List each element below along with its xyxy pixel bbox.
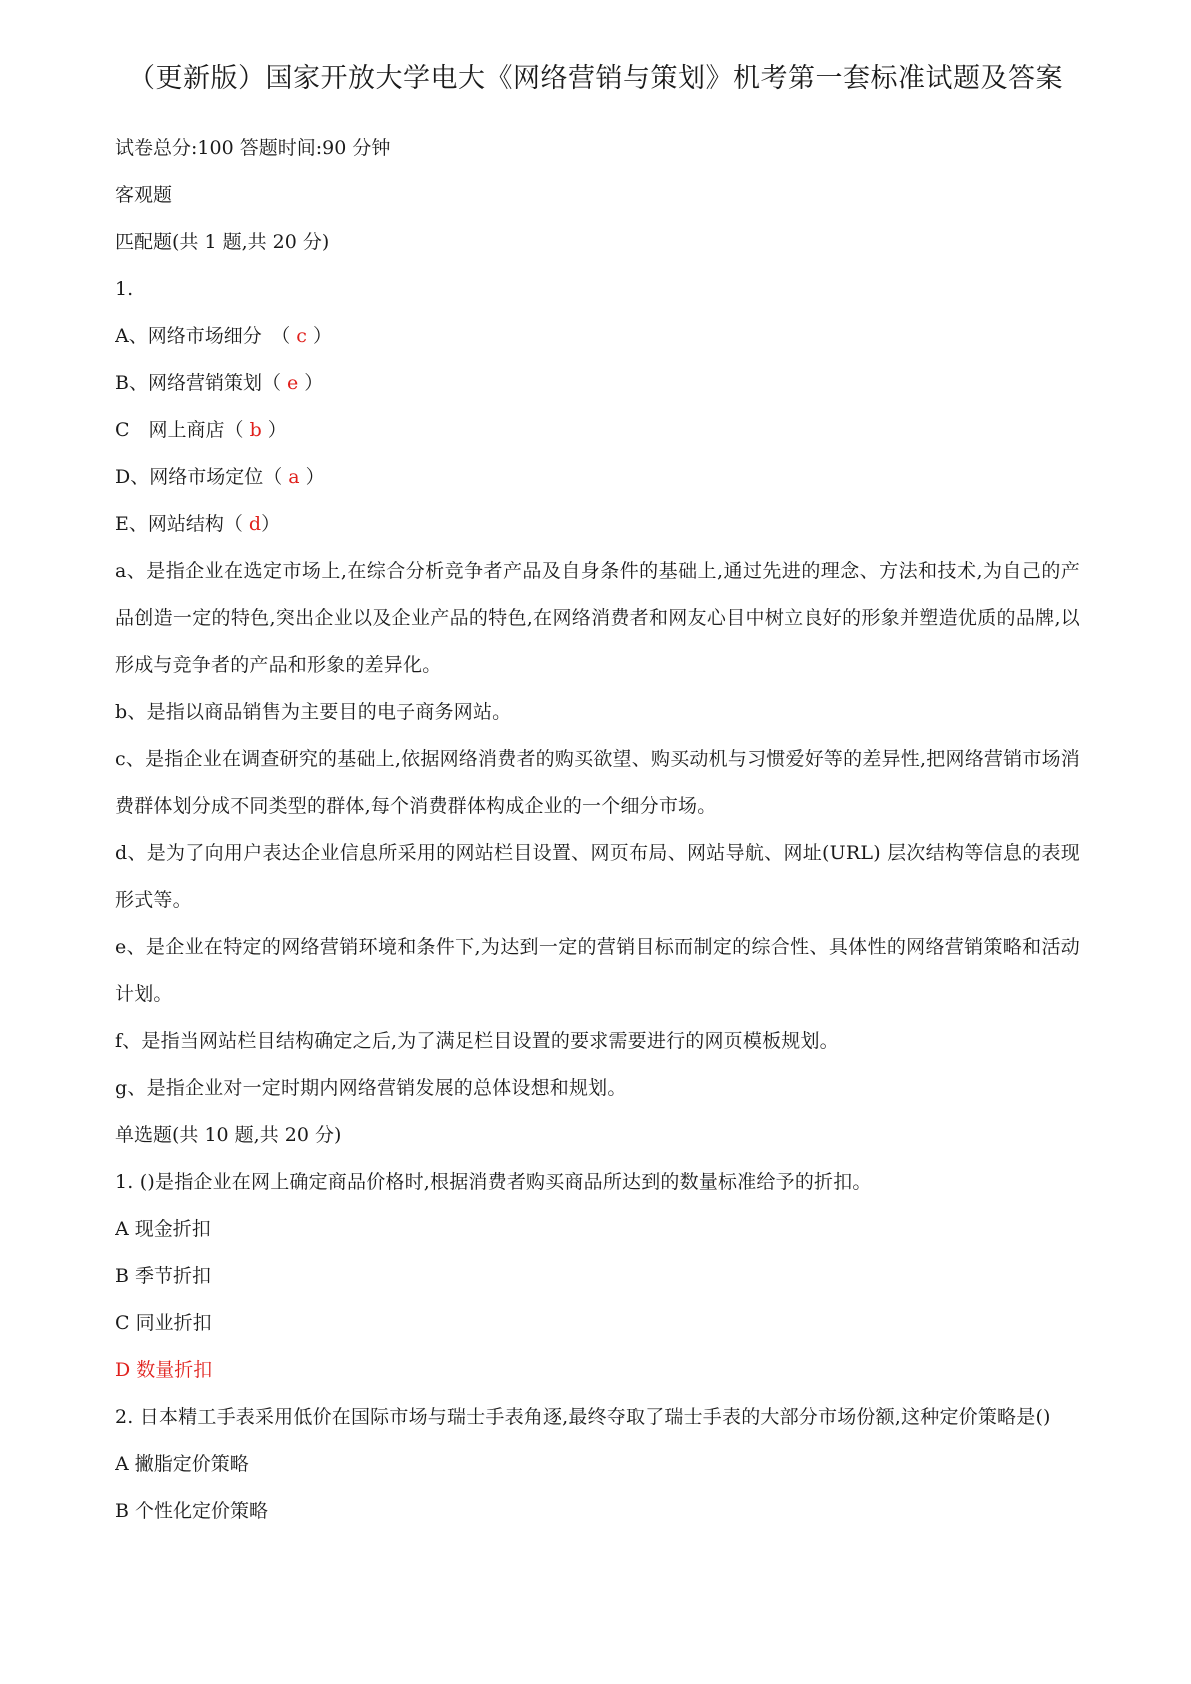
question-1-option-a: A 现金折扣 xyxy=(115,1218,211,1240)
matching-item-answer: e xyxy=(287,372,299,394)
matching-item-b xyxy=(115,360,1080,407)
exam-info: 试卷总分:100 答题时间:90 分钟 xyxy=(115,137,391,159)
definition-g: g、是指企业对一定时期内网络营销发展的总体设想和规划。 xyxy=(115,1077,627,1099)
question-1-stem: 1. ()是指企业在网上确定商品价格时,根据消费者购买商品所达到的数量标准给予的折扣。 xyxy=(115,1171,872,1193)
definition-f: f、是指当网站栏目结构确定之后,为了满足栏目设置的要求需要进行的网页模板规划。 xyxy=(115,1030,839,1052)
question-1-option-b: B 季节折扣 xyxy=(115,1265,212,1287)
single-choice-heading: 单选题(共 10 题,共 20 分) xyxy=(115,1124,342,1146)
matching-item-close: ） xyxy=(261,419,287,441)
definition-d: d、是为了向用户表达企业信息所采用的网站栏目设置、网页布局、网站导航、网址(URL) 层次结构等信息的表现形式等。 xyxy=(115,842,1080,911)
matching-item-close: ） xyxy=(261,513,281,535)
definition-c: c、是指企业在调查研究的基础上,依据网络消费者的购买欲望、购买动机与习惯爱好等的差异性,把网络营销市场消费群体划分成不同类型的群体,每个消费群体构成企业的一个细分市场。 xyxy=(115,748,1080,817)
matching-item-label: E、网站结构（ xyxy=(115,513,249,535)
matching-item-close: ） xyxy=(306,325,332,347)
question-2-option-b: B 个性化定价策略 xyxy=(115,1500,269,1522)
matching-item-label: A、网络市场细分 （ xyxy=(115,325,297,347)
matching-item-label: D、网络市场定位（ xyxy=(115,466,289,488)
matching-item-a xyxy=(115,313,1080,360)
question-2-stem: 2. 日本精工手表采用低价在国际市场与瑞士手表角逐,最终夺取了瑞士手表的大部分市场份额,这种定价策略是() xyxy=(115,1406,1051,1428)
matching-item-answer: b xyxy=(249,419,262,441)
matching-item-e xyxy=(115,501,1080,548)
definition-e: e、是企业在特定的网络营销环境和条件下,为达到一定的营销目标而制定的综合性、具体性的网络营销策略和活动计划。 xyxy=(115,936,1080,1005)
matching-item-d xyxy=(115,454,1080,501)
question-1-option-d-correct: D 数量折扣 xyxy=(115,1359,213,1381)
document-body xyxy=(115,125,1080,1535)
objective-label: 客观题 xyxy=(115,184,173,206)
definition-a: a、是指企业在选定市场上,在综合分析竞争者产品及自身条件的基础上,通过先进的理念、方法和技术,为自己的产品创造一定的特色,突出企业以及企业产品的特色,在网络消费者和网友心目中树立良好的形象并塑造优质的品牌,以形成与竞争者的产品和形象的差异化。 xyxy=(115,560,1080,676)
document-title: （更新版）国家开放大学电大《网络营销与策划》机考第一套标准试题及答案 xyxy=(128,63,1063,94)
matching-question-number: 1. xyxy=(115,278,134,300)
matching-item-label: B、网络营销策划（ xyxy=(115,372,288,394)
question-1-option-c: C 同业折扣 xyxy=(115,1312,212,1334)
question-2-option-a: A 撇脂定价策略 xyxy=(115,1453,249,1475)
matching-item-c xyxy=(115,407,1080,454)
matching-item-close: ） xyxy=(298,372,324,394)
matching-item-close: ） xyxy=(299,466,325,488)
matching-item-answer: a xyxy=(288,466,300,488)
definition-b: b、是指以商品销售为主要目的电子商务网站。 xyxy=(115,701,512,723)
matching-item-answer: c xyxy=(296,325,307,347)
matching-item-answer: d xyxy=(248,513,262,535)
matching-item-label: C 网上商店（ xyxy=(115,419,250,441)
matching-heading: 匹配题(共 1 题,共 20 分) xyxy=(115,231,330,253)
